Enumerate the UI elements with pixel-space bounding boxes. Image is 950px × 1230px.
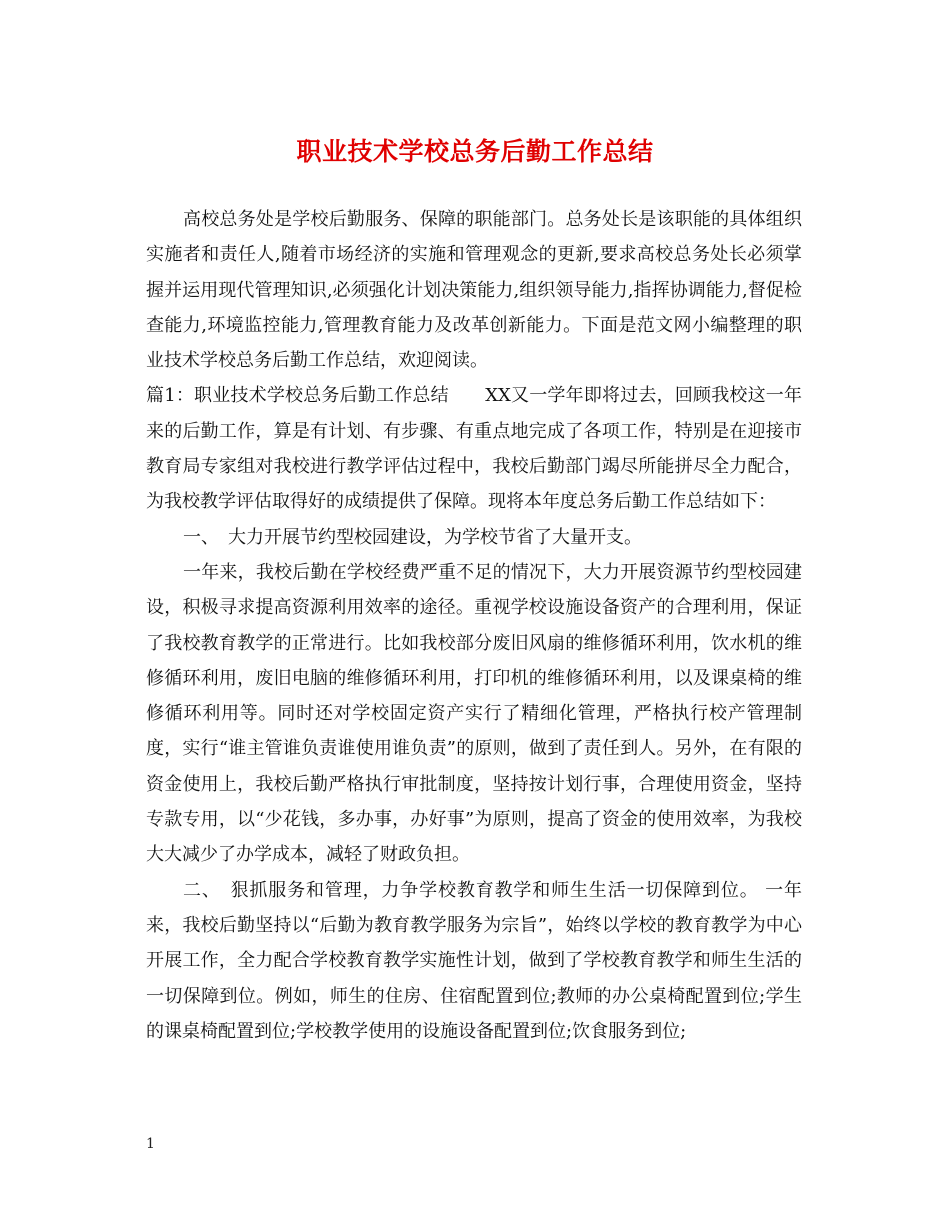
section-1-heading: 一、 大力开展节约型校园建设，为学校节省了大量开支。 <box>183 526 642 548</box>
section-2-paragraph: 二、 狠抓服务和管理，力争学校教育教学和师生生活一切保障到位。 一年来，我校后勤坚持以“后勤为教育教学服务为宗旨”，始终以学校的教育教学为中心开展工作，全力配合学校教育教学实施性计划，做到了学校教育教学和师生生活的一切保障到位。例如，师生的住房、住宿配置到位;教师的办公桌椅配置到位;学生的课桌椅配置到位;学校教学使用的设施设备配置到位;饮食服务到位; <box>146 879 802 1042</box>
document-body <box>146 202 802 1049</box>
document-title: 职业技术学校总务后勤工作总结 <box>296 137 654 166</box>
section-1-paragraph: 一年来，我校后勤在学校经费严重不足的情况下，大力开展资源节约型校园建设，积极寻求提高资源利用效率的途径。重视学校设施设备资产的合理利用，保证了我校教育教学的正常进行。比如我校部分废旧风扇的维修循环利用，饮水机的维修循环利用，废旧电脑的维修循环利用，打印机的维修循环利用，以及课桌椅的维修循环利用等。同时还对学校固定资产实行了精细化管理，严格执行校产管理制度，实行“谁主管谁负责谁使用谁负责”的原则，做到了责任到人。另外，在有限的资金使用上，我校后勤严格执行审批制度，坚持按计划行事，合理使用资金，坚持专款专用，以“少花钱，多办事，办好事”为原则，提高了资金的使用效率，为我校大大减少了办学成本，减轻了财政负担。 <box>146 561 802 866</box>
intro-paragraph: 高校总务处是学校后勤服务、保障的职能部门。总务处长是该职能的具体组织实施者和责任人,随着市场经济的实施和管理观念的更新,要求高校总务处长必须掌握并运用现代管理知识,必须强化计划决策能力,组织领导能力,指挥协调能力,督促检查能力,环境监控能力,管理教育能力及改革创新能力。下面是范文网小编整理的职业技术学校总务后勤工作总结，欢迎阅读。 <box>146 209 802 372</box>
article-1-opening-paragraph: 篇1：职业技术学校总务后勤工作总结 XX又一学年即将过去，回顾我校这一年来的后勤工作，算是有计划、有步骤、有重点地完成了各项工作，特别是在迎接市教育局专家组对我校进行教学评估过程中，我校后勤部门竭尽所能拼尽全力配合，为我校教学评估取得好的成绩提供了保障。现将本年度总务后勤工作总结如下： <box>146 385 802 513</box>
page-number: 1 <box>146 1136 155 1152</box>
